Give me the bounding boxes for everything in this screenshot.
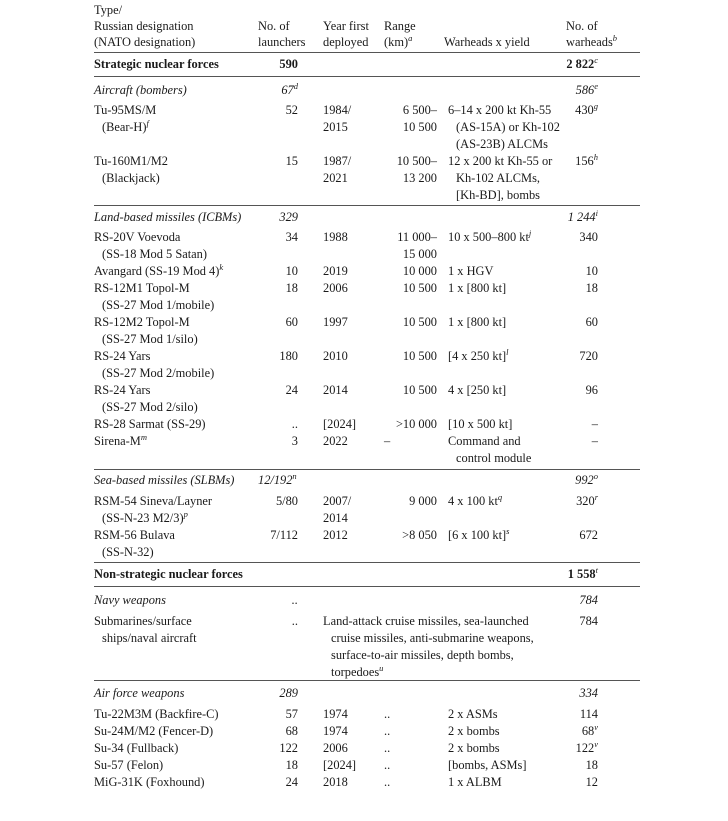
rs28-launchers: .. xyxy=(291,417,298,431)
rs12m1-name xyxy=(94,280,259,314)
sirena-wy-line1: Command and xyxy=(448,434,521,448)
rs24b-warheads-yield: 4 x [250 kt] xyxy=(448,383,507,397)
header-rule xyxy=(94,52,640,53)
subs-desc-line4 xyxy=(323,664,568,681)
header-warheads-yield: Warheads x yield xyxy=(444,35,530,49)
rs20v-range xyxy=(385,229,437,263)
tu95-year-line2: 2015 xyxy=(323,120,348,134)
tu22-range: .. xyxy=(384,707,391,721)
subs-desc-line3: surface-to-air missiles, depth bombs, xyxy=(331,648,514,662)
rs24a-name xyxy=(94,348,259,382)
tu95-wy-line3: (AS-23B) ALCMs xyxy=(456,137,548,151)
strategic-warheads-footnote: c xyxy=(594,55,598,65)
header-launchers-line2: launchers xyxy=(258,35,306,49)
tu95-warheads-yield xyxy=(448,102,566,153)
navy-label: Navy weapons xyxy=(94,593,166,607)
rs24a-warheads: 720 xyxy=(579,349,598,363)
su34-warheads-footnote: v xyxy=(594,739,598,749)
section-rule xyxy=(94,76,640,77)
tu160-name-line2: (Blackjack) xyxy=(102,171,160,185)
tu22-launchers: 57 xyxy=(285,707,298,721)
sirena-warheads-yield xyxy=(448,433,566,467)
tu160-year-line1: 1987/ xyxy=(323,154,352,168)
su57-warheads: 18 xyxy=(585,758,598,772)
aircraft-launchers-footnote: d xyxy=(293,81,298,91)
tu22-year: 1974 xyxy=(323,707,348,721)
section-rule xyxy=(94,680,640,681)
avangard-launchers: 10 xyxy=(285,264,298,278)
header-nw-footnote: b xyxy=(612,33,618,43)
rs12m2-name xyxy=(94,314,259,348)
strategic-warheads-value: 2 822 xyxy=(566,57,595,71)
strategic-launchers: 590 xyxy=(279,57,298,71)
rsm54-year xyxy=(323,493,383,527)
avangard-warheads: 10 xyxy=(585,264,598,278)
su24-range: .. xyxy=(384,724,391,738)
tu95-wy-line1: 6–14 x 200 kt Kh-55 xyxy=(448,103,552,117)
sirena-name xyxy=(94,433,259,450)
tu95-year-line1: 1984/ xyxy=(323,103,352,117)
su24-warheads-value: 68 xyxy=(581,724,595,738)
rs12m2-warheads-yield: 1 x [800 kt] xyxy=(448,315,507,329)
rsm54-name xyxy=(94,493,259,527)
tu160-range-line1: 10 500– xyxy=(396,154,437,168)
rs28-warheads-yield: [10 x 500 kt] xyxy=(448,417,513,431)
rs28-year: [2024] xyxy=(323,417,357,431)
su57-year: [2024] xyxy=(323,758,357,772)
header-range-footnote: a xyxy=(408,33,413,43)
header-num-warheads xyxy=(566,18,617,50)
mig31-year: 2018 xyxy=(323,775,348,789)
rsm54-warheads xyxy=(562,493,598,510)
rs24a-warheads-yield xyxy=(448,348,566,365)
tu160-year-line2: 2021 xyxy=(323,171,348,185)
slbm-warheads-footnote: o xyxy=(593,471,598,481)
subs-name-line1: Submarines/surface xyxy=(94,614,192,628)
sirena-name-value: Sirena-M xyxy=(94,434,141,448)
tu160-wy-line1: 12 x 200 kt Kh-55 or xyxy=(448,154,553,168)
header-year-line1: Year first xyxy=(323,19,369,33)
tu160-year xyxy=(323,153,383,187)
aircraft-warheads xyxy=(562,82,598,99)
tu95-footnote: f xyxy=(146,118,149,128)
rs24b-name-line1: RS-24 Yars xyxy=(94,383,151,397)
rs12m1-range: 10 500 xyxy=(402,281,437,295)
rsm54-nato: (SS-N-23 M2/3) xyxy=(102,511,184,525)
tu160-warheads-yield xyxy=(448,153,566,204)
header-range-line1: Range xyxy=(384,19,416,33)
sirena-warheads: – xyxy=(591,434,598,448)
header-nw-label: warheads xyxy=(566,35,613,49)
mig31-warheads: 12 xyxy=(585,775,598,789)
mig31-name: MiG-31K (Foxhound) xyxy=(94,775,205,789)
tu95-warheads-footnote: g xyxy=(593,101,598,111)
aircraft-launchers xyxy=(258,82,298,99)
subs-launchers: .. xyxy=(291,614,298,628)
rs20v-range-line2: 15 000 xyxy=(402,247,437,261)
tu95-launchers: 52 xyxy=(285,103,298,117)
tu95-year xyxy=(323,102,383,136)
airforce-launchers: 289 xyxy=(279,686,298,700)
header-launchers xyxy=(258,18,305,50)
airforce-label: Air force weapons xyxy=(94,686,185,700)
subs-name xyxy=(94,613,259,647)
rs12m1-year: 2006 xyxy=(323,281,348,295)
section-rule xyxy=(94,205,640,206)
tu95-name xyxy=(94,102,259,136)
tu95-warheads xyxy=(562,102,598,119)
tu160-wy-line2: Kh-102 ALCMs, xyxy=(456,171,540,185)
su34-year: 2006 xyxy=(323,741,348,755)
header-type xyxy=(94,2,195,50)
rs28-name: RS-28 Sarmat (SS-29) xyxy=(94,417,206,431)
tu160-wy-line3: [Kh-BD], bombs xyxy=(456,188,540,202)
rs20v-name-line2: (SS-18 Mod 5 Satan) xyxy=(102,247,207,261)
header-range-unit: (km) xyxy=(384,35,409,49)
slbm-launchers xyxy=(258,472,308,489)
rsm54-footnote: p xyxy=(183,509,188,519)
tu95-name-line2 xyxy=(94,119,259,136)
rsm56-wy-footnote: s xyxy=(506,526,510,536)
rs24a-range: 10 500 xyxy=(402,349,437,363)
header-type-line2: Russian designation xyxy=(94,19,194,33)
icbm-warheads-value: 1 244 xyxy=(567,210,596,224)
rs12m1-name-line2: (SS-27 Mod 1/mobile) xyxy=(102,298,215,312)
tu95-range-line2: 10 500 xyxy=(402,120,437,134)
su57-warheads-yield: [bombs, ASMs] xyxy=(448,758,527,772)
tu160-range xyxy=(385,153,437,187)
rsm54-wy-value: 4 x 100 kt xyxy=(448,494,498,508)
tu160-range-line2: 13 200 xyxy=(402,171,437,185)
strategic-label: Strategic nuclear forces xyxy=(94,57,219,71)
su24-warheads-footnote: v xyxy=(594,722,598,732)
tu22-warheads-yield: 2 x ASMs xyxy=(448,707,498,721)
header-type-line1: Type/ xyxy=(94,3,123,17)
slbm-label: Sea-based missiles (SLBMs) xyxy=(94,473,235,487)
rsm54-year-line1: 2007/ xyxy=(323,494,352,508)
aircraft-warheads-footnote: e xyxy=(594,81,598,91)
avangard-year: 2019 xyxy=(323,264,348,278)
rs12m2-range: 10 500 xyxy=(402,315,437,329)
rs24b-launchers: 24 xyxy=(285,383,298,397)
rs12m2-year: 1997 xyxy=(323,315,348,329)
tu160-warheads xyxy=(562,153,598,170)
rs20v-wy-footnote: j xyxy=(528,228,532,238)
rs20v-range-line1: 11 000– xyxy=(397,230,437,244)
rsm54-name-line2 xyxy=(94,510,259,527)
sirena-year: 2022 xyxy=(323,434,348,448)
rsm54-range: 9 000 xyxy=(409,494,437,508)
slbm-warheads-value: 992 xyxy=(575,473,594,487)
tu160-warheads-value: 156 xyxy=(575,154,594,168)
rsm56-name-line2: (SS-N-32) xyxy=(102,545,154,559)
header-nw-line1: No. of xyxy=(566,19,598,33)
icbm-warheads-footnote: i xyxy=(595,208,598,218)
rsm54-wy-footnote: q xyxy=(497,492,503,502)
header-range xyxy=(384,18,416,50)
header-nw-line2 xyxy=(566,34,617,50)
rs12m2-name-line1: RS-12M2 Topol-M xyxy=(94,315,190,329)
nonstrategic-warheads-value: 1 558 xyxy=(567,567,596,581)
rs20v-launchers: 34 xyxy=(285,230,298,244)
rsm56-name-line1: RSM-56 Bulava xyxy=(94,528,175,542)
su34-warheads-yield: 2 x bombs xyxy=(448,741,500,755)
su57-launchers: 18 xyxy=(285,758,298,772)
section-rule xyxy=(94,469,640,470)
rs24a-year: 2010 xyxy=(323,349,348,363)
header-range-line2 xyxy=(384,34,416,50)
rsm56-launchers: 7/112 xyxy=(270,528,298,542)
tu95-nato: (Bear-H) xyxy=(102,120,147,134)
su57-range: .. xyxy=(384,758,391,772)
su57-name: Su-57 (Felon) xyxy=(94,758,164,772)
slbm-launchers-value: 12/192 xyxy=(258,473,293,487)
rsm56-warheads-yield xyxy=(448,527,566,544)
icbm-launchers: 329 xyxy=(279,210,298,224)
section-rule xyxy=(94,586,640,587)
subs-desc-line1: Land-attack cruise missiles, sea-launched xyxy=(323,614,529,628)
tu95-wy-line2: (AS-15A) or Kh-102 xyxy=(456,120,560,134)
tu95-name-line1: Tu-95MS/M xyxy=(94,103,157,117)
airforce-warheads: 334 xyxy=(579,686,598,700)
tu160-launchers: 15 xyxy=(285,154,298,168)
tu160-name xyxy=(94,153,259,187)
rsm54-launchers: 5/80 xyxy=(275,494,298,508)
subs-warheads: 784 xyxy=(579,614,598,628)
section-rule xyxy=(94,562,640,563)
rs24a-wy-footnote: l xyxy=(506,347,509,357)
icbm-label: Land-based missiles (ICBMs) xyxy=(94,210,242,224)
avangard-range: 10 000 xyxy=(402,264,437,278)
rs12m2-name-line2: (SS-27 Mod 1/silo) xyxy=(102,332,198,346)
aircraft-warheads-value: 586 xyxy=(575,83,595,97)
header-year-line2: deployed xyxy=(323,35,369,49)
tu22-name: Tu-22M3M (Backfire-C) xyxy=(94,707,219,721)
rsm54-warheads-yield xyxy=(448,493,566,510)
su34-range: .. xyxy=(384,741,391,755)
avangard-footnote: k xyxy=(219,262,224,272)
slbm-launchers-footnote: n xyxy=(292,471,297,481)
avangard-name xyxy=(94,263,259,280)
rs24b-range: 10 500 xyxy=(402,383,437,397)
rs20v-warheads: 340 xyxy=(579,230,598,244)
subs-description xyxy=(323,613,568,681)
su24-launchers: 68 xyxy=(285,724,298,738)
su34-name: Su-34 (Fullback) xyxy=(94,741,179,755)
rs28-range: >10 000 xyxy=(395,417,437,431)
rs28-warheads: – xyxy=(591,417,598,431)
su24-warheads-yield: 2 x bombs xyxy=(448,724,500,738)
rs24b-year: 2014 xyxy=(323,383,348,397)
su34-warheads-value: 122 xyxy=(575,741,595,755)
rs24b-name xyxy=(94,382,259,416)
rs20v-warheads-yield xyxy=(448,229,566,246)
rs12m1-warheads-yield: 1 x [800 kt] xyxy=(448,281,507,295)
sirena-footnote: m xyxy=(140,432,147,442)
subs-name-line2: ships/naval aircraft xyxy=(102,631,197,645)
aircraft-launchers-value: 67 xyxy=(281,83,294,97)
rsm56-name xyxy=(94,527,259,561)
rs12m2-warheads: 60 xyxy=(585,315,598,329)
rs24b-warheads: 96 xyxy=(585,383,598,397)
subs-desc-line2: cruise missiles, anti-submarine weapons, xyxy=(331,631,534,645)
avangard-name-value: Avangard (SS-19 Mod 4) xyxy=(94,264,220,278)
mig31-launchers: 24 xyxy=(285,775,298,789)
su24-warheads xyxy=(562,723,598,740)
rs20v-wy-value: 10 x 500–800 kt xyxy=(448,230,529,244)
su34-launchers: 122 xyxy=(279,741,298,755)
rs24b-name-line2: (SS-27 Mod 2/silo) xyxy=(102,400,198,414)
tu160-warheads-footnote: h xyxy=(593,152,598,162)
tu95-range-line1: 6 500– xyxy=(402,103,437,117)
rs20v-year: 1988 xyxy=(323,230,348,244)
tu22-warheads: 114 xyxy=(579,707,598,721)
rsm56-warheads: 672 xyxy=(579,528,598,542)
rsm56-range: >8 050 xyxy=(402,528,437,542)
slbm-warheads xyxy=(562,472,598,489)
nonstrategic-warheads-footnote: t xyxy=(595,565,598,575)
rs24a-name-line1: RS-24 Yars xyxy=(94,349,151,363)
rsm54-warheads-value: 320 xyxy=(576,494,595,508)
sirena-wy-line2: control module xyxy=(456,451,532,465)
rsm54-name-line1: RSM-54 Sineva/Layner xyxy=(94,494,213,508)
rs12m1-name-line1: RS-12M1 Topol-M xyxy=(94,281,190,295)
subs-desc-footnote: u xyxy=(379,663,384,673)
avangard-warheads-yield: 1 x HGV xyxy=(448,264,494,278)
icbm-warheads xyxy=(562,209,598,226)
rs12m1-warheads: 18 xyxy=(585,281,598,295)
rs12m1-launchers: 18 xyxy=(285,281,298,295)
su24-name: Su-24M/M2 (Fencer-D) xyxy=(94,724,214,738)
rs24a-wy-value: [4 x 250 kt] xyxy=(448,349,507,363)
rs20v-name-line1: RS-20V Voevoda xyxy=(94,230,181,244)
mig31-range: .. xyxy=(384,775,391,789)
header-type-line3: (NATO designation) xyxy=(94,35,196,49)
sirena-range: – xyxy=(384,434,391,448)
rs12m2-launchers: 60 xyxy=(285,315,298,329)
nonstrategic-warheads xyxy=(562,566,598,583)
header-year xyxy=(323,18,369,50)
su24-year: 1974 xyxy=(323,724,348,738)
nonstrategic-label: Non-strategic nuclear forces xyxy=(94,567,243,581)
tu160-name-line1: Tu-160M1/M2 xyxy=(94,154,168,168)
tu95-range xyxy=(385,102,437,136)
navy-warheads: 784 xyxy=(579,593,598,607)
sirena-launchers: 3 xyxy=(291,434,298,448)
header-launchers-line1: No. of xyxy=(258,19,290,33)
rsm54-year-line2: 2014 xyxy=(323,511,348,525)
tu95-warheads-value: 430 xyxy=(575,103,594,117)
subs-desc-line4-text: torpedoes xyxy=(331,665,380,679)
rs24a-launchers: 180 xyxy=(279,349,298,363)
rsm56-year: 2012 xyxy=(323,528,348,542)
rsm54-warheads-footnote: r xyxy=(594,492,598,502)
strategic-warheads xyxy=(562,56,598,73)
mig31-warheads-yield: 1 x ALBM xyxy=(448,775,502,789)
aircraft-label: Aircraft (bombers) xyxy=(94,83,187,97)
su34-warheads xyxy=(562,740,598,757)
rs20v-name xyxy=(94,229,259,263)
rsm56-wy-value: [6 x 100 kt] xyxy=(448,528,507,542)
rs24a-name-line2: (SS-27 Mod 2/mobile) xyxy=(102,366,215,380)
navy-launchers: .. xyxy=(291,593,298,607)
